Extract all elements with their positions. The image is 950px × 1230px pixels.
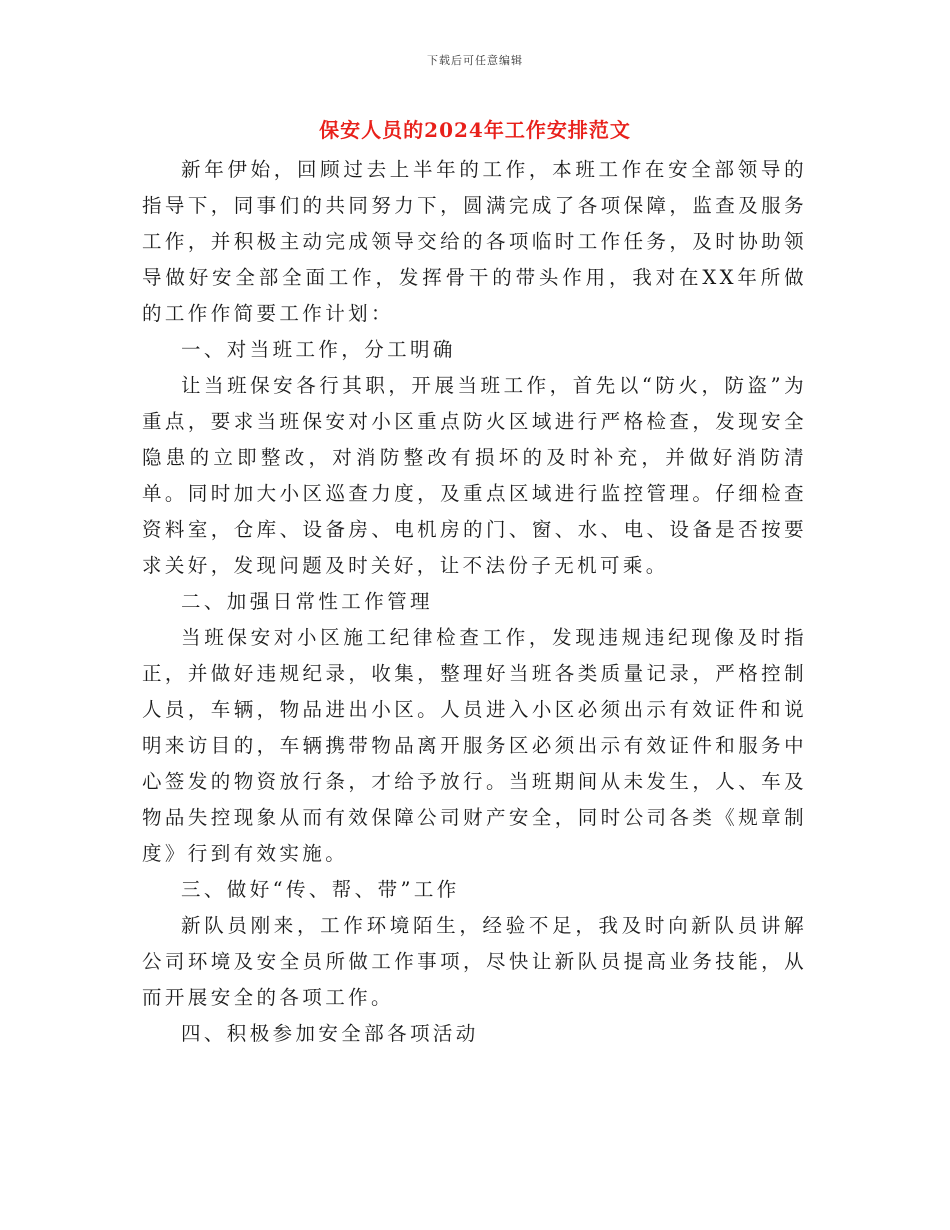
header-note: 下载后可任意编辑 xyxy=(427,54,523,67)
paragraph-section-3: 新队员刚来，工作环境陌生，经验不足，我及时向新队员讲解公司环境及安全员所做工作事项，尽快让新队员提高业务技能，从而开展安全的各项工作。 xyxy=(142,914,807,1009)
document-title: 保安人员的2024年工作安排范文 xyxy=(319,118,631,142)
section-heading-3: 三、做好“传、帮、带”工作 xyxy=(181,878,460,901)
paragraph-intro: 新年伊始，回顾过去上半年的工作，本班工作在安全部领导的指导下，同事们的共同努力下，圆满完成了各项保障，监查及服务工作，并积极主动完成领导交给的各项临时工作任务，及时协助领导做好安全部全面工作，发挥骨干的带头作用，我对在XX年所做的工作作简要工作计划： xyxy=(142,158,807,325)
paragraph-section-1: 让当班保安各行其职，开展当班工作，首先以“防火，防盗”为重点，要求当班保安对小区重点防火区域进行严格检查，发现安全隐患的立即整改，对消防整改有损坏的及时补充，并做好消防清单。同时加大小区巡查力度，及重点区域进行监控管理。仔细检查资料室，仓库、设备房、电机房的门、窗、水、电、设备是否按要求关好，发现问题及时关好，让不法份子无机可乘。 xyxy=(142,374,807,577)
section-heading-2: 二、加强日常性工作管理 xyxy=(181,590,433,613)
document-body xyxy=(142,152,807,1052)
paragraph-section-2: 当班保安对小区施工纪律检查工作，发现违规违纪现像及时指正，并做好违规纪录，收集，整理好当班各类质量记录，严格控制人员，车辆，物品进出小区。人员进入小区必须出示有效证件和说明来访目的，车辆携带物品离开服务区必须出示有效证件和服务中心签发的物资放行条，才给予放行。当班期间从未发生，人、车及物品失控现象从而有效保障公司财产安全，同时公司各类《规章制度》行到有效实施。 xyxy=(142,626,807,865)
section-heading-1: 一、对当班工作，分工明确 xyxy=(181,338,456,361)
section-heading-4: 四、积极参加安全部各项活动 xyxy=(181,1022,479,1045)
